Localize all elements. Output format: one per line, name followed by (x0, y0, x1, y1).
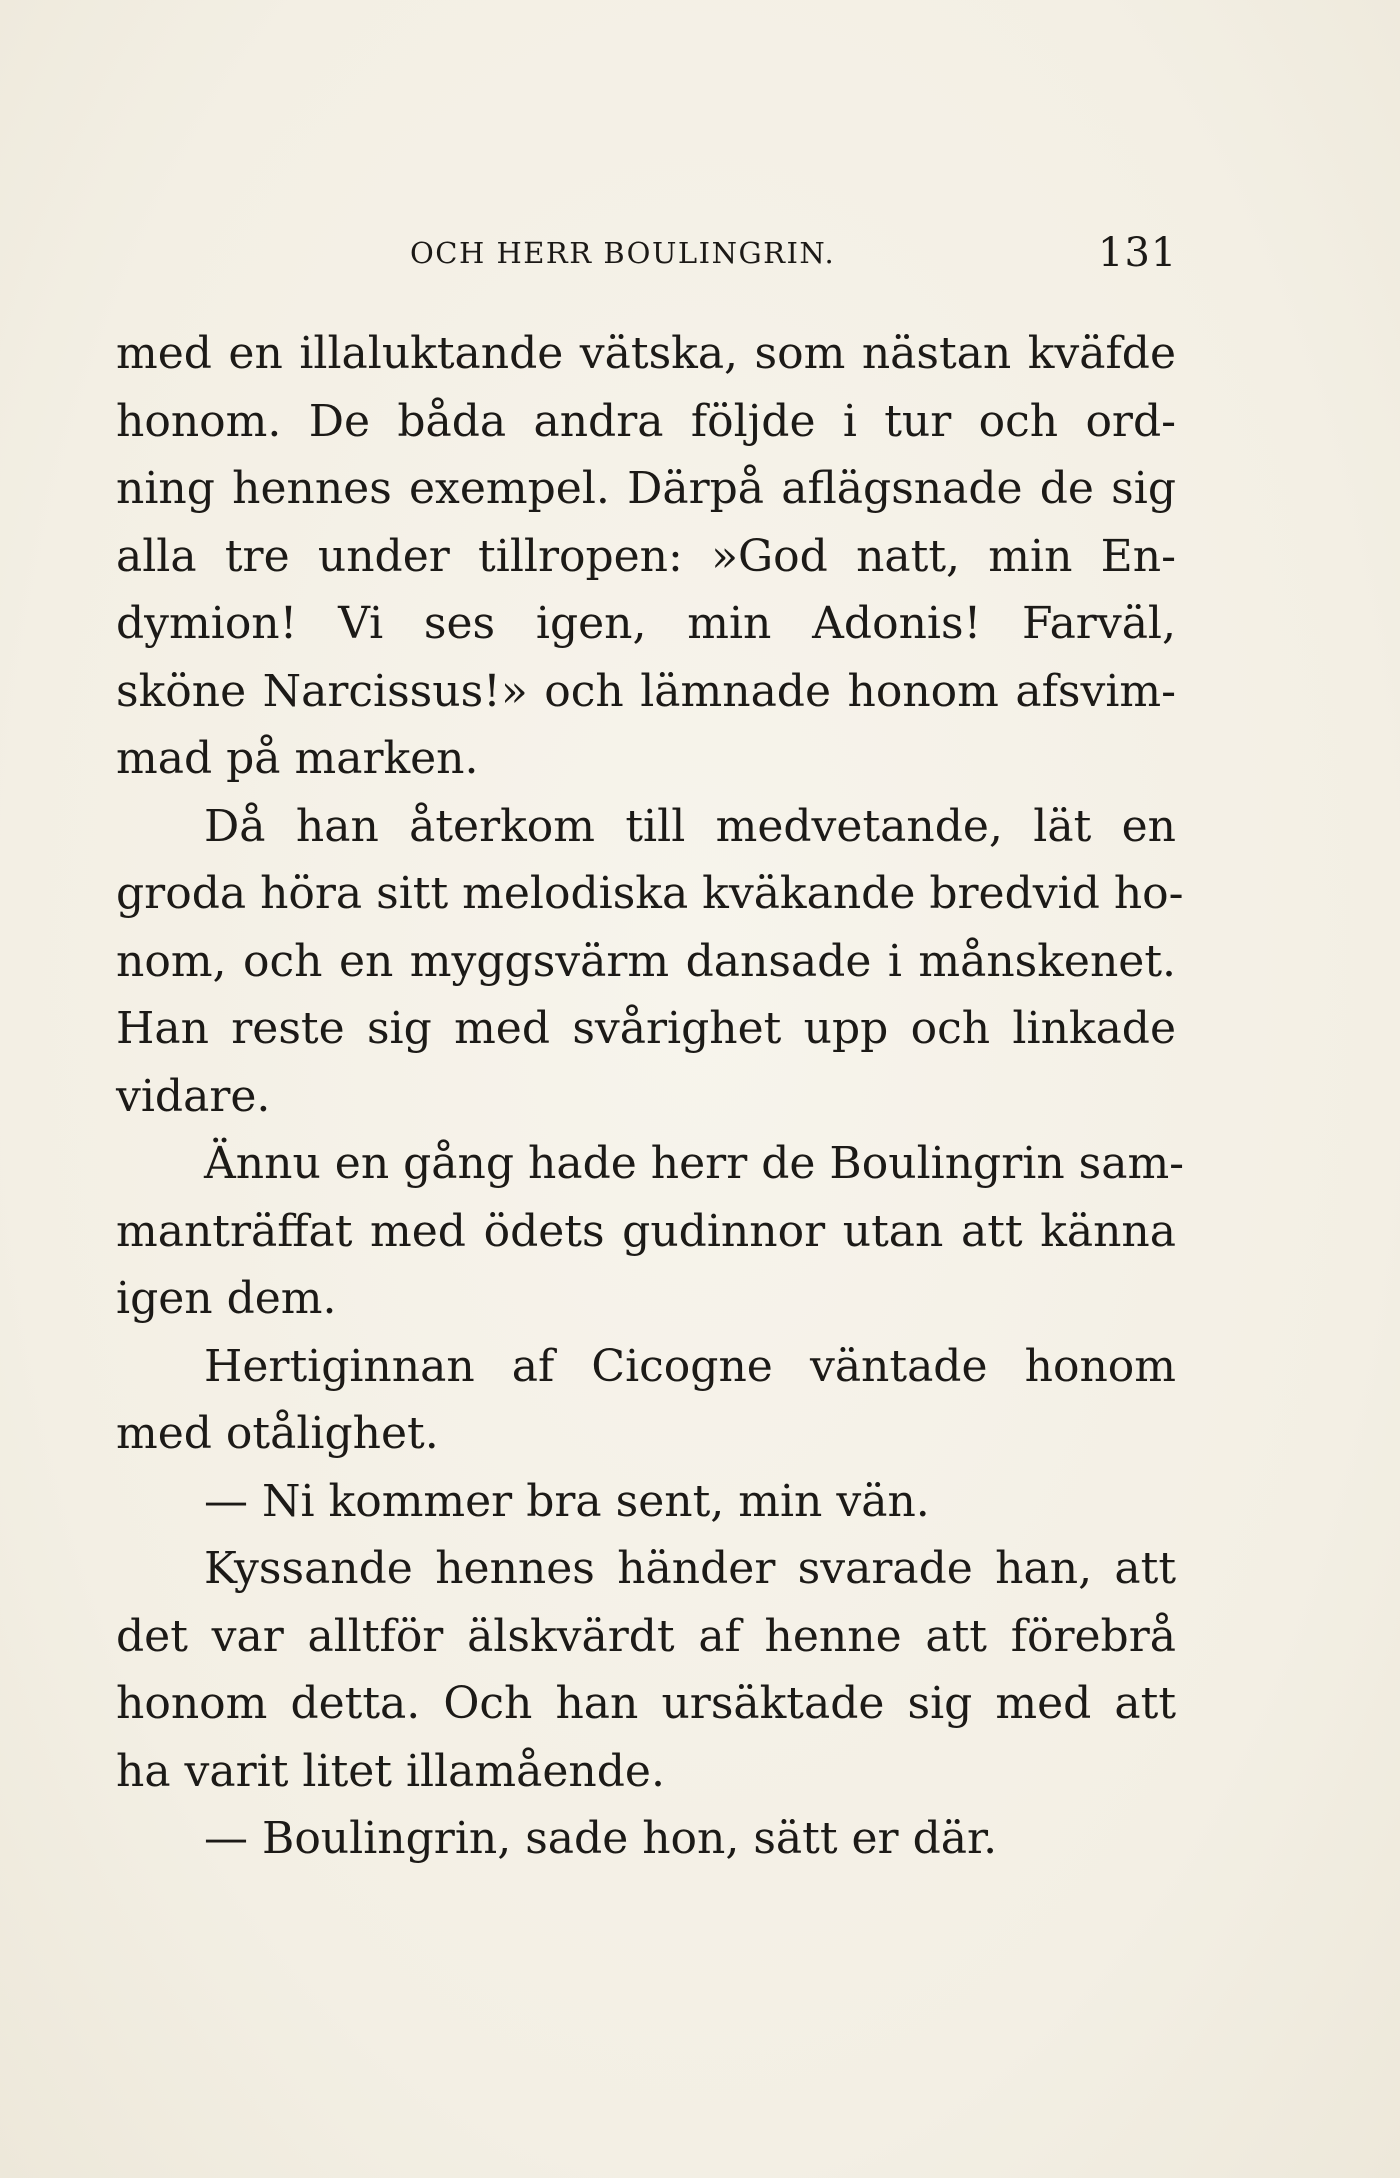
text-line: — Ni kommer bra sent, min vän. (204, 1475, 930, 1527)
text-line: ha varit litet illamående. (116, 1745, 665, 1797)
text-line: nom, och en myggsvärm dansade i månskenet. (116, 935, 1176, 987)
text-line: Kyssande hennes händer svarade han, att (204, 1543, 1176, 1594)
running-title: OCH HERR BOULINGRIN. (410, 236, 836, 270)
page-number: 131 (1098, 230, 1178, 276)
running-head (0, 230, 1400, 276)
text-line: ning hennes exempel. Därpå aflägsnade de sig (116, 463, 1176, 514)
text-line: Ännu en gång hade herr de Boulingrin sam- (204, 1138, 1185, 1189)
text-line: Hertiginnan af Cicogne väntade honom (204, 1340, 1176, 1392)
text-line: honom. De båda andra följde i tur och ord- (116, 395, 1176, 447)
text-line: — Boulingrin, sade hon, sätt er där. (204, 1813, 998, 1864)
body-text (116, 320, 1185, 1873)
text-line: igen dem. (116, 1273, 337, 1324)
text-line: Då han återkom till medvetande, lät en (204, 800, 1176, 852)
text-line: det var alltför älskvärdt af henne att förebrå (116, 1610, 1176, 1662)
text-line: Han reste sig med svårighet upp och linkade (116, 1003, 1176, 1054)
text-line: sköne Narcissus!» och lämnade honom afsvim- (116, 665, 1176, 717)
text-line: honom detta. Och han ursäktade sig med att (116, 1678, 1176, 1729)
text-line: med otålighet. (116, 1408, 439, 1459)
text-line: groda höra sitt melodiska kväkande bredvid ho- (116, 868, 1184, 919)
text-line: med en illaluktande vätska, som nästan kväfde (116, 328, 1176, 379)
text-line: dymion! Vi ses igen, min Adonis! Farväl, (116, 598, 1176, 649)
text-line: mad på marken. (116, 733, 479, 784)
text-line: vidare. (116, 1070, 271, 1122)
text-line: alla tre under tillropen: »God natt, min En- (116, 530, 1176, 582)
text-line: manträffat med ödets gudinnor utan att känna (116, 1205, 1176, 1257)
